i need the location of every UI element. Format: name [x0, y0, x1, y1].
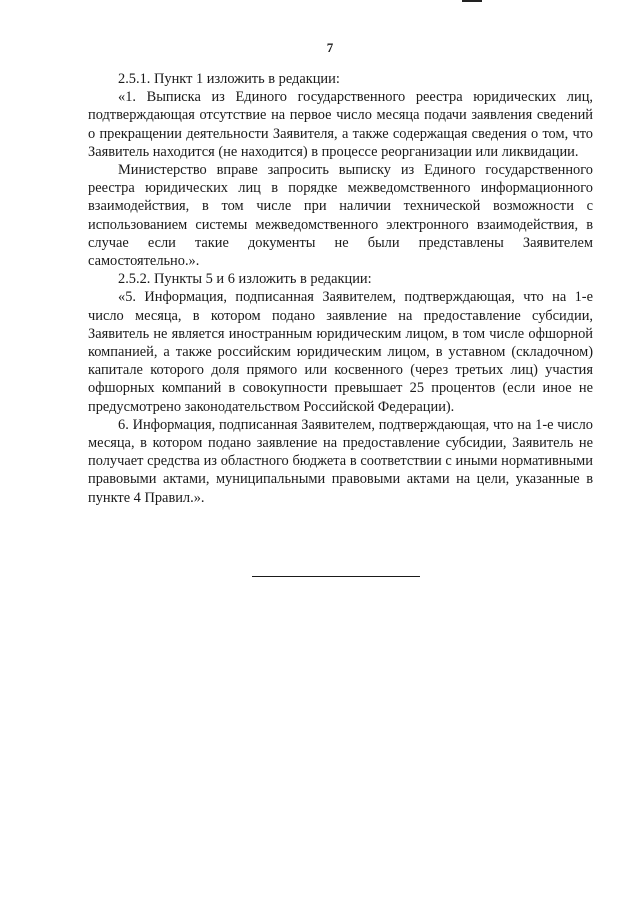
scan-mark: [462, 0, 482, 2]
document-body: [88, 70, 593, 507]
paragraph-item-1: «1. Выписка из Единого государственного реестра юридических лиц, подтверждающая отсутствие на первое число месяца подачи заявления сведений о прекращении деятельности Заявителя, а также содержащая сведения о том, что Заявитель находится (не находится) в процессе реорганизации или ликвидации.: [88, 89, 593, 160]
paragraph-2-5-2-heading: 2.5.2. Пункты 5 и 6 изложить в редакции:: [118, 271, 372, 288]
paragraph-ministry-request: Министерство вправе запросить выписку из Единого государственного реестра юридических лиц в порядке межведомственного информационного взаимодействия, в том числе при наличии технической возможности с использованием системы межведомственного электронного взаимодействия, в случае если такие документы не были представлены Заявителем самостоятельно.».: [88, 162, 593, 270]
page-number: 7: [326, 40, 334, 55]
paragraph-item-5: «5. Информация, подписанная Заявителем, подтверждающая, что на 1-е число месяца, в котором подано заявление на предоставление субсидии, Заявитель не является иностранным юридическим лицом, в том числе офшорной компанией, а также российским юридическим лицом, в уставном (складочном) капитале которого доля прямого или косвенного (через третьих лиц) участия офшорных компаний в совокупности превышает 25 процентов (если иное не предусмотрено законодательством Российской Федерации).: [88, 289, 593, 415]
paragraph-item-6: 6. Информация, подписанная Заявителем, подтверждающая, что на 1-е число месяца, в котором подано заявление на предоставление субсидии, Заявитель не получает средства из областного бюджета в соответствии с иными нормативными правовыми актами, муниципальными правовыми актами на цели, указанные в пункте 4 Правил.».: [88, 416, 593, 506]
closing-separator-line: [252, 576, 420, 577]
paragraph-2-5-1-heading: 2.5.1. Пункт 1 изложить в редакции:: [118, 71, 340, 87]
